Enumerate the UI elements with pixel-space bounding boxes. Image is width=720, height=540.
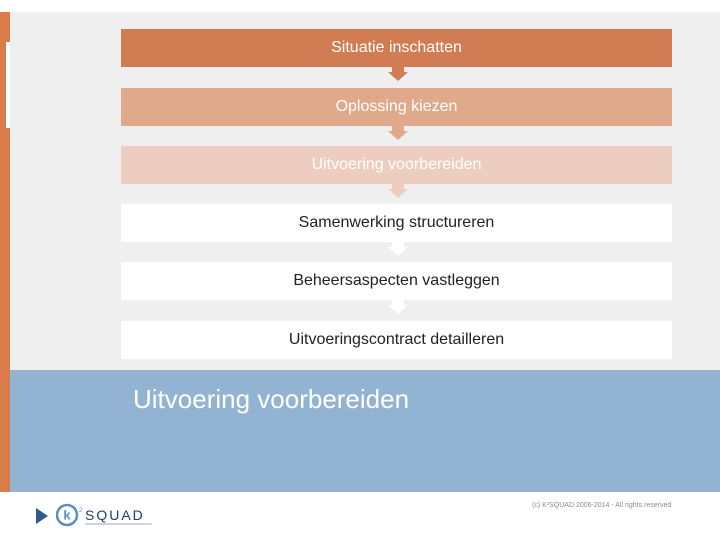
step-arrow-3 [388,184,408,198]
accent-bar-notch [6,42,10,128]
logo-text: SQUAD [85,507,145,523]
step-1-box [121,29,672,67]
step-arrow-4 [388,242,408,256]
step-4-label: Samenwerking structureren [298,214,495,231]
step-3-box [121,146,672,184]
k2squad-logo [56,503,156,532]
step-5-box [121,262,672,300]
step-4-box [121,204,672,242]
step-6-box [121,321,672,359]
step-arrow-5 [388,300,408,314]
step-6-label: Uitvoeringscontract detailleren [288,331,505,348]
svg-text:2: 2 [79,508,83,514]
step-arrow-1 [388,67,408,81]
step-1-label: Situatie inschatten [331,39,462,56]
play-icon[interactable] [36,508,48,529]
step-2-label: Oplossing kiezen [335,98,458,115]
step-arrow-2 [388,126,408,140]
svg-text:k: k [63,507,71,523]
copyright-text: (c) K²SQUAD 2006-2014 - All rights reserved [532,502,672,509]
step-3-label: Uitvoering voorbereiden [311,156,482,173]
step-2-box [121,88,672,126]
section-title: Uitvoering voorbereiden [133,384,410,414]
step-5-label: Beheersaspecten vastleggen [293,272,500,289]
